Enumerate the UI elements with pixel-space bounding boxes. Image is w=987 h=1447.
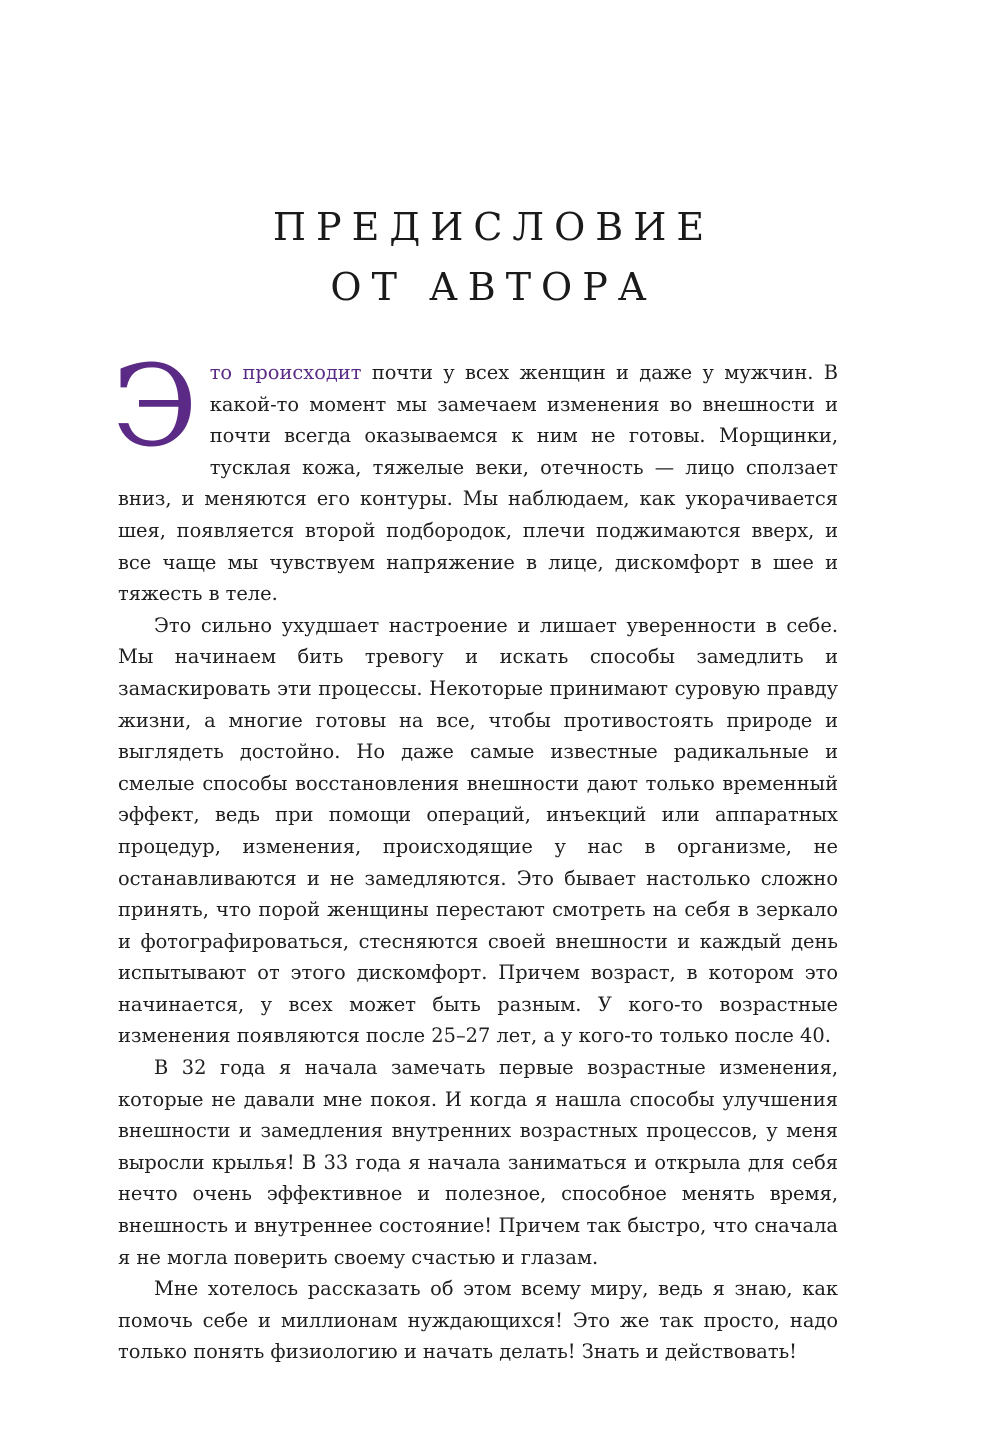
paragraph-1 — [112, 342, 839, 610]
chapter-title-line-1: ПРЕДИСЛОВИЕ — [272, 205, 715, 250]
paragraph-2: Это сильно ухудшает настроение и лишает уверенности в себе. Мы начинаем бить тревогу и искать способы замедлить и замаскировать эти процессы. Некоторые принимают суровую правду жизни, а многие готовы на все, чтобы противостоять природе и выглядеть достойно. Но даже самые известные радикальные и смелые способы восстановления внешности дают только временный эффект, ведь при помощи операций, инъекций или аппаратных процедур, изменения, происходящие у нас в организме, не останавливаются и не замедляются. Это бывает настолько сложно принять, что порой женщины перестают смотреть на себя в зеркало и фотографироваться, стесняются своей внешности и каждый день испытывают от этого дискомфорт. Причем возраст, в котором это начинается, у всех может быть разным. У кого-то возрастные изменения появляются после 25–27 лет, а у кого-то только после 40. — [118, 613, 838, 1048]
paragraph-4: Мне хотелось рассказать об этом всему миру, ведь я знаю, как помочь себе и миллионам нуждающихся! Это же так просто, надо только понять физиологию и начать делать! Знать и действовать! — [118, 1277, 838, 1364]
paragraph-3: В 32 года я начала замечать первые возрастные изменения, которые не давали мне покоя. И когда я нашла способы улучшения внешности и замедления внутренних возрастных процессов, у меня выросли крылья! В 33 года я начала заниматься и открыла для себя нечто очень эффективное и полезное, способное менять время, внешность и внутреннее состояние! Причем так быстро, что сначала я не могла поверить своему счастью и глазам. — [118, 1056, 838, 1269]
drop-cap: Э — [112, 342, 198, 472]
chapter-title-line-2: ОТ АВТОРА — [330, 265, 657, 310]
lead-words: то происходит — [209, 361, 362, 384]
body-text — [112, 342, 839, 1368]
paragraph-1-text: почти у всех женщин и даже у мужчин. В какой-то момент мы замечаем изменения во внешности и почти всегда оказываемся к ним не готовы. Морщинки, тусклая кожа, тяжелые веки, отечность — лицо сползает вниз, и меняются его контуры. Мы наблюдаем, как укорачивается шея, появляется второй подбородок, плечи поджимаются вверх, и все чаще мы чувствуем напряжение в лице, дискомфорт в шее и тяжесть в теле. — [118, 361, 839, 606]
chapter-title — [0, 197, 987, 317]
